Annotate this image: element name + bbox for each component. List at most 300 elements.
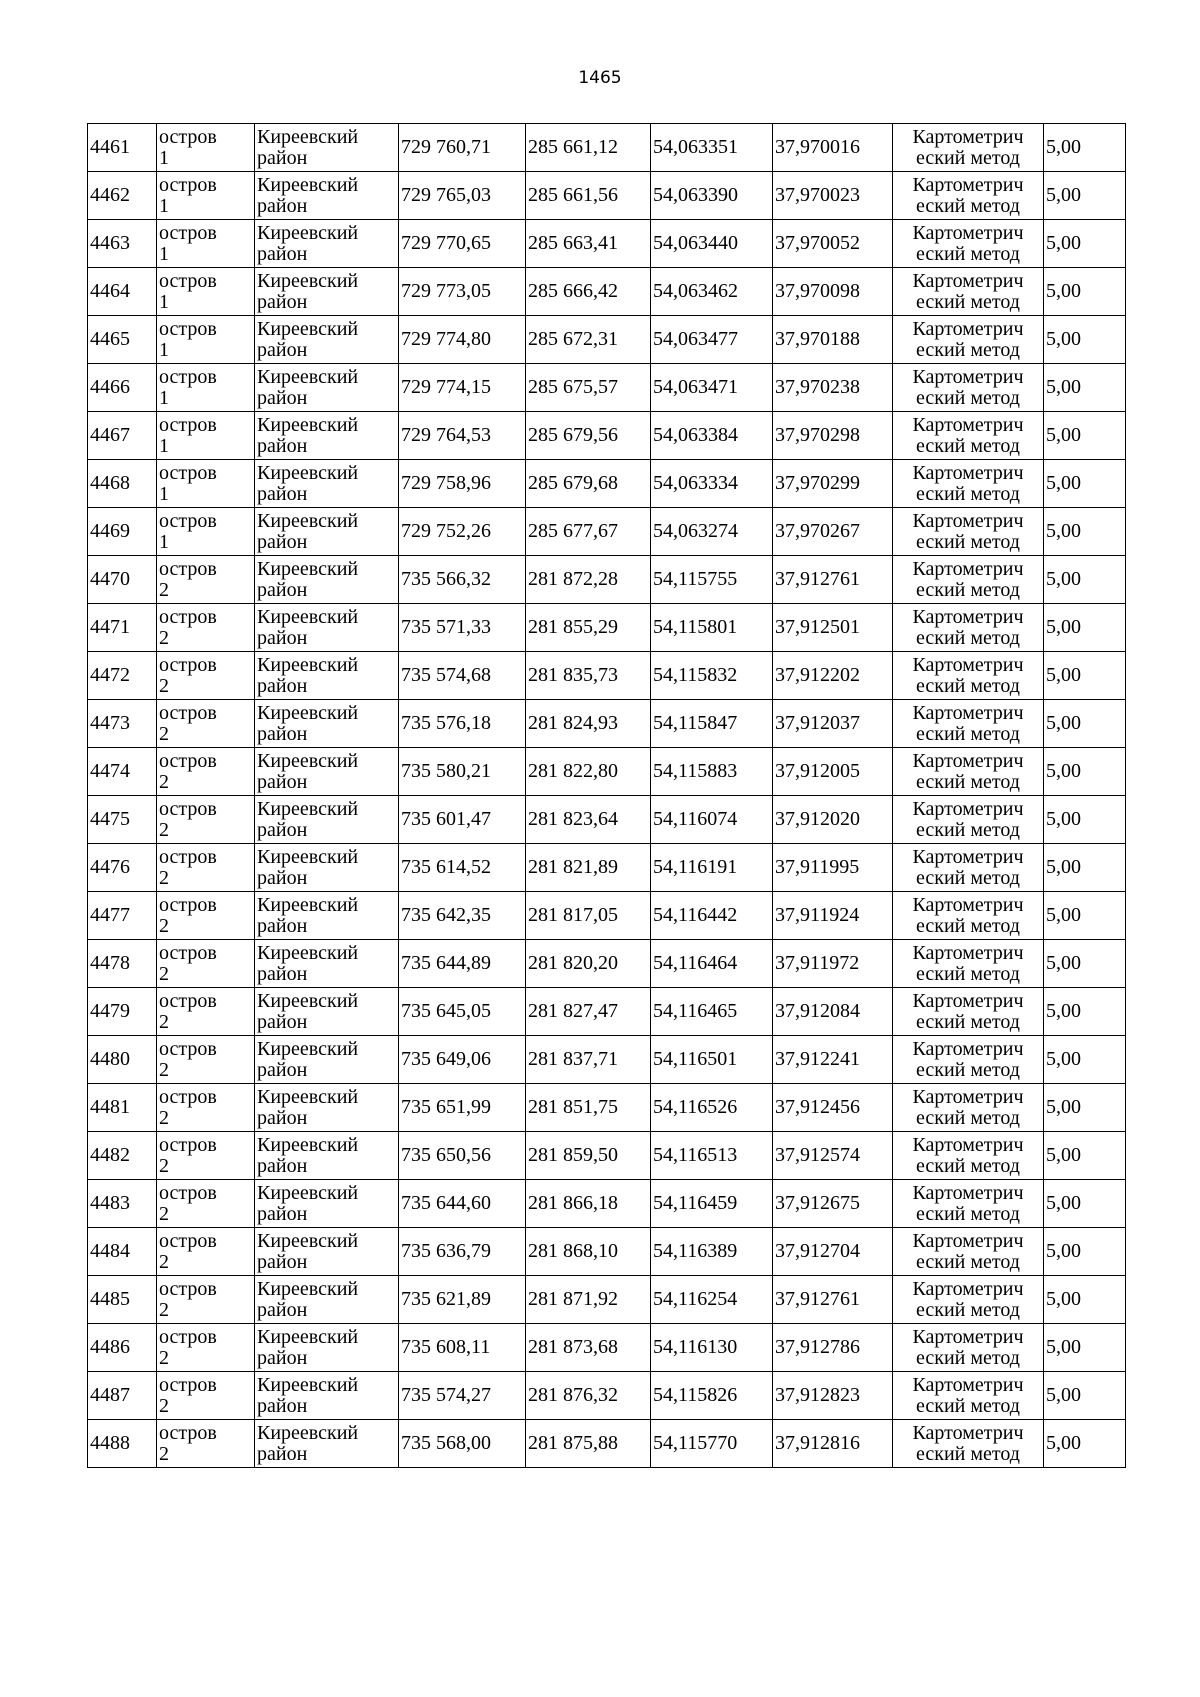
accuracy-cell: 5,00 [1044,1228,1126,1276]
y-coordinate-cell: 281 868,10 [526,1228,651,1276]
y-coordinate-cell: 285 661,12 [526,124,651,172]
method-cell-line: еский метод [916,962,1020,985]
method-cell-line: Картометрич [912,269,1024,292]
point-number-cell: 4463 [88,220,157,268]
method-cell-line: Картометрич [912,941,1024,964]
longitude-cell: 37,912675 [773,1180,893,1228]
x-coordinate-cell: 735 608,11 [399,1324,526,1372]
method-cell [893,220,1044,268]
district-cell-line: Киреевский [257,797,359,820]
accuracy-cell: 5,00 [1044,1324,1126,1372]
method-cell-line: еский метод [916,242,1020,265]
x-coordinate-cell: 735 645,05 [399,988,526,1036]
y-coordinate-cell: 281 823,64 [526,796,651,844]
district-cell [255,1276,399,1324]
island-cell [157,316,255,364]
point-number-cell: 4478 [88,940,157,988]
method-cell-line: еский метод [916,1154,1020,1177]
longitude-cell: 37,970298 [773,412,893,460]
district-cell-line: район [257,530,308,553]
method-cell [893,1324,1044,1372]
district-cell-line: Киреевский [257,1373,359,1396]
y-coordinate-cell: 281 821,89 [526,844,651,892]
point-number-cell: 4484 [88,1228,157,1276]
accuracy-cell: 5,00 [1044,988,1126,1036]
accuracy-cell: 5,00 [1044,796,1126,844]
latitude-cell: 54,063351 [651,124,773,172]
method-cell-line: Картометрич [912,1421,1024,1444]
table-row [88,220,1126,268]
method-cell [893,1084,1044,1132]
district-cell-line: район [257,1010,308,1033]
district-cell-line: Киреевский [257,413,359,436]
district-cell-line: район [257,722,308,745]
island-cell [157,652,255,700]
latitude-cell: 54,116389 [651,1228,773,1276]
x-coordinate-cell: 729 770,65 [399,220,526,268]
longitude-cell: 37,911995 [773,844,893,892]
method-cell-line: еский метод [916,866,1020,889]
coordinates-table-body [88,124,1126,1468]
island-cell [157,796,255,844]
point-number-cell: 4483 [88,1180,157,1228]
island-cell-line: 1 [159,386,169,409]
point-number-cell: 4477 [88,892,157,940]
x-coordinate-cell: 735 644,89 [399,940,526,988]
island-cell-line: остров [159,557,217,580]
method-cell-line: Картометрич [912,365,1024,388]
island-cell-line: остров [159,317,217,340]
x-coordinate-cell: 735 621,89 [399,1276,526,1324]
latitude-cell: 54,115883 [651,748,773,796]
island-cell [157,556,255,604]
longitude-cell: 37,970238 [773,364,893,412]
island-cell-line: остров [159,1421,217,1444]
method-cell-line: еский метод [916,434,1020,457]
method-cell-line: Картометрич [912,1085,1024,1108]
x-coordinate-cell: 729 774,80 [399,316,526,364]
y-coordinate-cell: 285 679,68 [526,460,651,508]
district-cell [255,988,399,1036]
method-cell [893,124,1044,172]
x-coordinate-cell: 729 758,96 [399,460,526,508]
district-cell-line: Киреевский [257,509,359,532]
method-cell-line: Картометрич [912,1133,1024,1156]
island-cell [157,748,255,796]
district-cell [255,460,399,508]
method-cell-line: Картометрич [912,1373,1024,1396]
island-cell-line: остров [159,269,217,292]
accuracy-cell: 5,00 [1044,412,1126,460]
x-coordinate-cell: 735 642,35 [399,892,526,940]
x-coordinate-cell: 735 636,79 [399,1228,526,1276]
island-cell-line: 2 [159,1442,169,1465]
island-cell-line: остров [159,893,217,916]
island-cell-line: 2 [159,1250,169,1273]
latitude-cell: 54,116513 [651,1132,773,1180]
island-cell-line: 2 [159,914,169,937]
method-cell [893,268,1044,316]
method-cell [893,1420,1044,1468]
island-cell-line: 2 [159,1010,169,1033]
x-coordinate-cell: 735 568,00 [399,1420,526,1468]
island-cell-line: 2 [159,626,169,649]
x-coordinate-cell: 729 752,26 [399,508,526,556]
district-cell-line: Киреевский [257,269,359,292]
district-cell-line: Киреевский [257,845,359,868]
x-coordinate-cell: 729 764,53 [399,412,526,460]
district-cell-line: район [257,626,308,649]
district-cell [255,508,399,556]
table-row [88,1372,1126,1420]
accuracy-cell: 5,00 [1044,940,1126,988]
district-cell-line: Киреевский [257,1229,359,1252]
method-cell-line: еский метод [916,818,1020,841]
district-cell-line: Киреевский [257,1037,359,1060]
table-row [88,1228,1126,1276]
longitude-cell: 37,912037 [773,700,893,748]
point-number-cell: 4473 [88,700,157,748]
table-row [88,556,1126,604]
x-coordinate-cell: 735 580,21 [399,748,526,796]
island-cell [157,1276,255,1324]
method-cell-line: Картометрич [912,989,1024,1012]
accuracy-cell: 5,00 [1044,652,1126,700]
district-cell-line: район [257,482,308,505]
island-cell-line: 1 [159,242,169,265]
table-row [88,412,1126,460]
island-cell-line: 1 [159,338,169,361]
method-cell-line: еский метод [916,1202,1020,1225]
table-row [88,1084,1126,1132]
district-cell [255,1228,399,1276]
island-cell-line: остров [159,365,217,388]
island-cell-line: остров [159,845,217,868]
x-coordinate-cell: 729 774,15 [399,364,526,412]
district-cell [255,268,399,316]
method-cell-line: Картометрич [912,413,1024,436]
point-number-cell: 4474 [88,748,157,796]
point-number-cell: 4464 [88,268,157,316]
island-cell-line: 1 [159,194,169,217]
latitude-cell: 54,063274 [651,508,773,556]
method-cell [893,844,1044,892]
table-row [88,508,1126,556]
district-cell-line: район [257,146,308,169]
district-cell [255,124,399,172]
x-coordinate-cell: 735 650,56 [399,1132,526,1180]
method-cell [893,1132,1044,1180]
table-row [88,316,1126,364]
island-cell-line: остров [159,221,217,244]
district-cell-line: Киреевский [257,125,359,148]
district-cell-line: район [257,914,308,937]
district-cell [255,316,399,364]
island-cell-line: остров [159,125,217,148]
district-cell-line: район [257,338,308,361]
island-cell [157,460,255,508]
method-cell-line: еский метод [916,146,1020,169]
method-cell-line: Картометрич [912,1229,1024,1252]
accuracy-cell: 5,00 [1044,364,1126,412]
island-cell-line: остров [159,749,217,772]
latitude-cell: 54,115826 [651,1372,773,1420]
method-cell-line: еский метод [916,626,1020,649]
page-number: 1465 [578,68,622,88]
latitude-cell: 54,116074 [651,796,773,844]
longitude-cell: 37,912704 [773,1228,893,1276]
method-cell [893,412,1044,460]
island-cell-line: 1 [159,146,169,169]
method-cell [893,1036,1044,1084]
latitude-cell: 54,115832 [651,652,773,700]
island-cell-line: 1 [159,530,169,553]
island-cell-line: остров [159,1373,217,1396]
district-cell-line: район [257,1394,308,1417]
method-cell-line: еский метод [916,1298,1020,1321]
latitude-cell: 54,063390 [651,172,773,220]
island-cell [157,1132,255,1180]
district-cell [255,172,399,220]
method-cell-line: Картометрич [912,845,1024,868]
y-coordinate-cell: 285 675,57 [526,364,651,412]
district-cell-line: район [257,1154,308,1177]
island-cell [157,172,255,220]
accuracy-cell: 5,00 [1044,1372,1126,1420]
latitude-cell: 54,116191 [651,844,773,892]
accuracy-cell: 5,00 [1044,460,1126,508]
point-number-cell: 4462 [88,172,157,220]
district-cell [255,700,399,748]
x-coordinate-cell: 729 765,03 [399,172,526,220]
longitude-cell: 37,970098 [773,268,893,316]
longitude-cell: 37,970188 [773,316,893,364]
point-number-cell: 4488 [88,1420,157,1468]
coordinates-table [87,123,1126,1468]
method-cell-line: Картометрич [912,1037,1024,1060]
y-coordinate-cell: 285 679,56 [526,412,651,460]
district-cell [255,364,399,412]
district-cell-line: Киреевский [257,989,359,1012]
method-cell-line: еский метод [916,194,1020,217]
table-row [88,844,1126,892]
longitude-cell: 37,912574 [773,1132,893,1180]
island-cell-line: остров [159,941,217,964]
island-cell-line: остров [159,653,217,676]
district-cell-line: район [257,1346,308,1369]
point-number-cell: 4480 [88,1036,157,1084]
x-coordinate-cell: 735 566,32 [399,556,526,604]
longitude-cell: 37,970023 [773,172,893,220]
method-cell-line: еский метод [916,1106,1020,1129]
district-cell-line: Киреевский [257,1181,359,1204]
method-cell-line: еский метод [916,1442,1020,1465]
table-row [88,364,1126,412]
table-row [88,940,1126,988]
island-cell-line: 2 [159,674,169,697]
x-coordinate-cell: 735 574,27 [399,1372,526,1420]
district-cell [255,604,399,652]
island-cell-line: 2 [159,1298,169,1321]
district-cell-line: Киреевский [257,893,359,916]
district-cell-line: Киреевский [257,1325,359,1348]
method-cell [893,460,1044,508]
island-cell [157,892,255,940]
district-cell-line: Киреевский [257,941,359,964]
island-cell-line: 2 [159,1106,169,1129]
x-coordinate-cell: 735 576,18 [399,700,526,748]
point-number-cell: 4469 [88,508,157,556]
accuracy-cell: 5,00 [1044,700,1126,748]
y-coordinate-cell: 281 827,47 [526,988,651,1036]
district-cell [255,556,399,604]
x-coordinate-cell: 735 649,06 [399,1036,526,1084]
island-cell [157,700,255,748]
island-cell-line: остров [159,1181,217,1204]
accuracy-cell: 5,00 [1044,1084,1126,1132]
district-cell [255,652,399,700]
island-cell [157,1372,255,1420]
district-cell-line: район [257,770,308,793]
method-cell-line: Картометрич [912,605,1024,628]
latitude-cell: 54,115847 [651,700,773,748]
island-cell-line: остров [159,461,217,484]
method-cell-line: еский метод [916,530,1020,553]
method-cell [893,172,1044,220]
district-cell [255,1132,399,1180]
y-coordinate-cell: 285 677,67 [526,508,651,556]
accuracy-cell: 5,00 [1044,1420,1126,1468]
latitude-cell: 54,115801 [651,604,773,652]
island-cell-line: остров [159,1229,217,1252]
island-cell-line: 1 [159,434,169,457]
longitude-cell: 37,912761 [773,1276,893,1324]
island-cell-line: остров [159,413,217,436]
accuracy-cell: 5,00 [1044,124,1126,172]
x-coordinate-cell: 735 571,33 [399,604,526,652]
y-coordinate-cell: 281 875,88 [526,1420,651,1468]
island-cell-line: остров [159,1037,217,1060]
district-cell-line: Киреевский [257,365,359,388]
table-row [88,1132,1126,1180]
method-cell-line: еский метод [916,290,1020,313]
longitude-cell: 37,970052 [773,220,893,268]
accuracy-cell: 5,00 [1044,316,1126,364]
island-cell-line: 2 [159,1394,169,1417]
point-number-cell: 4461 [88,124,157,172]
district-cell [255,796,399,844]
longitude-cell: 37,912761 [773,556,893,604]
method-cell [893,748,1044,796]
island-cell-line: 2 [159,578,169,601]
island-cell [157,844,255,892]
latitude-cell: 54,063477 [651,316,773,364]
island-cell [157,268,255,316]
district-cell-line: Киреевский [257,653,359,676]
district-cell-line: район [257,290,308,313]
longitude-cell: 37,912456 [773,1084,893,1132]
y-coordinate-cell: 281 872,28 [526,556,651,604]
x-coordinate-cell: 735 601,47 [399,796,526,844]
district-cell-line: район [257,1058,308,1081]
island-cell-line: остров [159,989,217,1012]
district-cell [255,1372,399,1420]
table-row [88,1324,1126,1372]
island-cell [157,1228,255,1276]
longitude-cell: 37,912005 [773,748,893,796]
district-cell-line: Киреевский [257,1277,359,1300]
method-cell [893,1180,1044,1228]
table-row [88,1276,1126,1324]
longitude-cell: 37,911972 [773,940,893,988]
longitude-cell: 37,912084 [773,988,893,1036]
x-coordinate-cell: 735 651,99 [399,1084,526,1132]
method-cell-line: еский метод [916,386,1020,409]
point-number-cell: 4471 [88,604,157,652]
island-cell-line: 2 [159,866,169,889]
district-cell-line: Киреевский [257,1421,359,1444]
island-cell-line: 2 [159,1058,169,1081]
island-cell [157,1180,255,1228]
district-cell [255,1420,399,1468]
island-cell [157,1084,255,1132]
district-cell-line: район [257,194,308,217]
method-cell [893,700,1044,748]
y-coordinate-cell: 281 835,73 [526,652,651,700]
latitude-cell: 54,116465 [651,988,773,1036]
y-coordinate-cell: 281 873,68 [526,1324,651,1372]
method-cell [893,604,1044,652]
district-cell-line: район [257,818,308,841]
longitude-cell: 37,911924 [773,892,893,940]
island-cell [157,508,255,556]
method-cell-line: Картометрич [912,701,1024,724]
point-number-cell: 4476 [88,844,157,892]
district-cell-line: район [257,386,308,409]
island-cell-line: 2 [159,1202,169,1225]
method-cell-line: еский метод [916,674,1020,697]
accuracy-cell: 5,00 [1044,1180,1126,1228]
point-number-cell: 4467 [88,412,157,460]
longitude-cell: 37,912786 [773,1324,893,1372]
latitude-cell: 54,063334 [651,460,773,508]
latitude-cell: 54,063471 [651,364,773,412]
island-cell [157,604,255,652]
method-cell-line: Картометрич [912,317,1024,340]
table-row [88,748,1126,796]
island-cell-line: остров [159,1085,217,1108]
y-coordinate-cell: 281 824,93 [526,700,651,748]
accuracy-cell: 5,00 [1044,268,1126,316]
method-cell-line: Картометрич [912,461,1024,484]
table-row [88,604,1126,652]
district-cell [255,1180,399,1228]
method-cell [893,940,1044,988]
method-cell-line: еский метод [916,1250,1020,1273]
method-cell [893,364,1044,412]
method-cell-line: еский метод [916,722,1020,745]
method-cell [893,316,1044,364]
method-cell [893,652,1044,700]
table-row [88,1180,1126,1228]
method-cell [893,508,1044,556]
point-number-cell: 4479 [88,988,157,1036]
accuracy-cell: 5,00 [1044,604,1126,652]
district-cell-line: район [257,242,308,265]
island-cell-line: 1 [159,290,169,313]
method-cell-line: еский метод [916,1010,1020,1033]
longitude-cell: 37,970299 [773,460,893,508]
